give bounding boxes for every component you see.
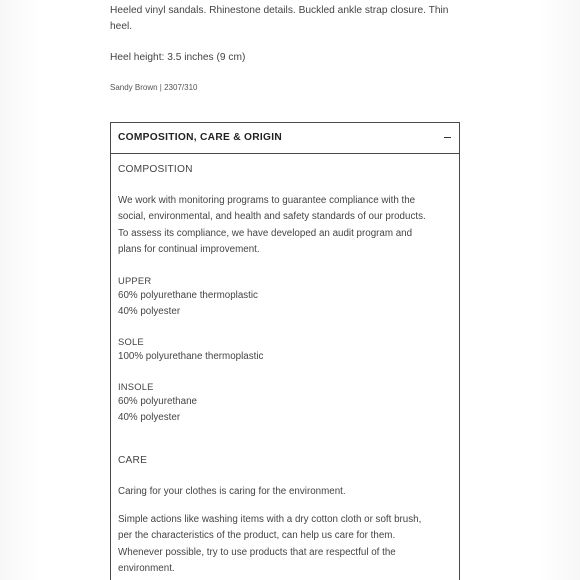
material-line: 40% polyester <box>118 306 181 318</box>
product-description: Heeled vinyl sandals. Rhinestone details. Buckled ankle strap closure. Thin heel. <box>110 5 449 32</box>
heel-height: Heel height: 3.5 inches (9 cm) <box>110 52 246 63</box>
care-heading: CARE <box>118 455 148 466</box>
accordion-header[interactable] <box>111 123 459 154</box>
part-insole <box>118 380 197 427</box>
part-sole <box>118 335 263 365</box>
care-body-line: Simple actions like washing items with a dry cotton cloth or soft brush, <box>118 514 422 525</box>
composition-intro-line: We work with monitoring programs to guarantee compliance with the <box>118 195 416 206</box>
material-line: 60% polyurethane thermoplastic <box>118 290 258 301</box>
care-body <box>118 512 421 577</box>
material-line: 40% polyester <box>118 412 181 424</box>
care-body-line: per the characteristics of the product, can help us care for them. <box>118 530 396 542</box>
material-line: 100% polyurethane thermoplastic <box>118 351 264 362</box>
material-line: 60% polyurethane <box>118 396 197 407</box>
composition-intro-line: social, environmental, and health and safety standards of our products. <box>118 211 426 223</box>
minus-icon[interactable] <box>444 137 451 138</box>
composition-heading: COMPOSITION <box>118 164 193 175</box>
care-body-line: environment. <box>118 562 175 574</box>
product-reference: Sandy Brown | 2307/310 <box>110 83 198 92</box>
accordion-title: COMPOSITION, CARE & ORIGIN <box>118 132 283 143</box>
composition-intro <box>118 193 426 258</box>
part-upper <box>118 274 258 321</box>
care-intro: Caring for your clothes is caring for the environment. <box>118 486 346 497</box>
care-body-line: Whenever possible, try to use products that are respectful of the <box>118 546 396 558</box>
part-name: INSOLE <box>118 381 154 392</box>
composition-care-origin-accordion <box>110 122 460 580</box>
composition-intro-line: plans for continual improvement. <box>118 243 260 255</box>
composition-intro-line: To assess its compliance, we have developed an audit program and <box>118 227 413 239</box>
part-name: SOLE <box>118 336 144 347</box>
part-name: UPPER <box>118 275 152 286</box>
